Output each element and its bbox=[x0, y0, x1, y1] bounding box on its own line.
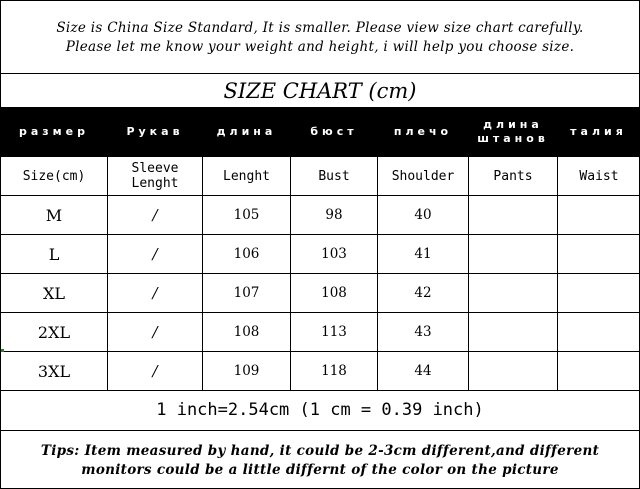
table-row bbox=[1, 313, 640, 352]
ru-header-length: длина bbox=[216, 125, 277, 138]
size-cell: XL bbox=[1, 274, 108, 313]
sleeve-cell: / bbox=[108, 274, 203, 313]
bust-cell: 113 bbox=[291, 313, 378, 352]
waist-cell bbox=[558, 352, 640, 391]
unit-conversion: 1 inch=2.54cm (1 cm = 0.39 inch) bbox=[156, 400, 484, 420]
table-row bbox=[1, 352, 640, 391]
column-header-pants: Pants bbox=[469, 157, 558, 196]
size-notice bbox=[1, 19, 639, 57]
length-cell: 106 bbox=[203, 235, 291, 274]
pants-cell bbox=[469, 313, 558, 352]
column-header-shoulder: Shoulder bbox=[378, 157, 469, 196]
table-row bbox=[1, 235, 640, 274]
size-cell: 2XL bbox=[1, 313, 108, 352]
bust-cell: 98 bbox=[291, 196, 378, 235]
shoulder-cell: 43 bbox=[378, 313, 469, 352]
sleeve-cell: / bbox=[108, 196, 203, 235]
length-cell: 109 bbox=[203, 352, 291, 391]
green-dot-marker bbox=[1, 349, 4, 352]
size-notice-line-1: Size is China Size Standard, It is smaller. Please view size chart carefully. bbox=[56, 20, 584, 36]
length-cell: 108 bbox=[203, 313, 291, 352]
size-cell: M bbox=[1, 196, 108, 235]
table-header-row bbox=[1, 157, 640, 196]
length-cell: 107 bbox=[203, 274, 291, 313]
column-header-size: Size(cm) bbox=[1, 157, 108, 196]
waist-cell bbox=[558, 274, 640, 313]
shoulder-cell: 44 bbox=[378, 352, 469, 391]
shoulder-cell: 40 bbox=[378, 196, 469, 235]
column-header-sleeve: Sleeve Lenght bbox=[108, 157, 203, 196]
ru-header-waist: талия bbox=[570, 125, 627, 138]
bust-cell: 118 bbox=[291, 352, 378, 391]
waist-cell bbox=[558, 313, 640, 352]
sleeve-cell: / bbox=[108, 313, 203, 352]
sleeve-cell: / bbox=[108, 235, 203, 274]
column-header-waist: Waist bbox=[558, 157, 640, 196]
table-row bbox=[1, 196, 640, 235]
sleeve-cell: / bbox=[108, 352, 203, 391]
pants-cell bbox=[469, 235, 558, 274]
divider bbox=[0, 73, 640, 74]
ru-header-sleeve: Рукав bbox=[126, 125, 184, 138]
waist-cell bbox=[558, 196, 640, 235]
shoulder-cell: 42 bbox=[378, 274, 469, 313]
ru-header-bust: бюст bbox=[310, 125, 358, 138]
size-cell: 3XL bbox=[1, 352, 108, 391]
column-header-bust: Bust bbox=[291, 157, 378, 196]
size-table bbox=[0, 156, 640, 391]
ru-header-size: размер bbox=[18, 125, 89, 138]
column-header-length: Lenght bbox=[203, 157, 291, 196]
shoulder-cell: 41 bbox=[378, 235, 469, 274]
chart-title: SIZE CHART (cm) bbox=[223, 79, 417, 103]
waist-cell bbox=[558, 235, 640, 274]
table-row bbox=[1, 274, 640, 313]
ru-header-pants: длина штанов bbox=[477, 118, 549, 145]
bust-cell: 103 bbox=[291, 235, 378, 274]
ru-header-shoulder: плечо bbox=[393, 125, 453, 138]
tips-line-2: monitors could be a little differnt of the color on the picture bbox=[81, 462, 559, 478]
pants-cell bbox=[469, 274, 558, 313]
size-cell: L bbox=[1, 235, 108, 274]
bust-cell: 108 bbox=[291, 274, 378, 313]
size-notice-line-2: Please let me know your weight and height, i will help you choose size. bbox=[65, 39, 575, 55]
pants-cell bbox=[469, 196, 558, 235]
pants-cell bbox=[469, 352, 558, 391]
divider bbox=[0, 430, 640, 431]
tips-note bbox=[1, 442, 639, 480]
tips-line-1: Tips: Item measured by hand, it could be 2-3cm different,and different bbox=[40, 443, 600, 459]
length-cell: 105 bbox=[203, 196, 291, 235]
